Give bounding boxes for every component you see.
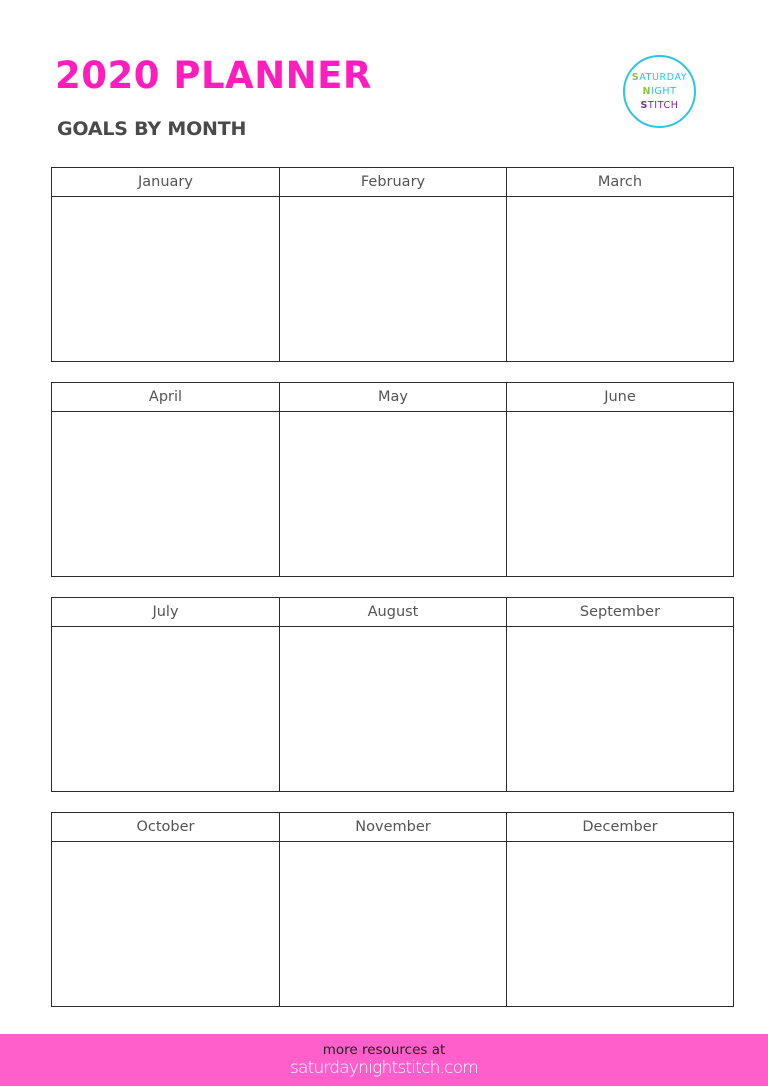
- goal-box-january[interactable]: [52, 197, 279, 361]
- logo-word-saturday: [632, 71, 687, 85]
- goal-box-july[interactable]: [52, 627, 279, 791]
- month-header-november: November: [279, 813, 506, 842]
- logo-letters: IGHT: [651, 85, 677, 97]
- footer-website-link[interactable]: saturdaynightstitch.com: [289, 1058, 479, 1078]
- page-title: 2020 PLANNER: [55, 54, 372, 97]
- month-header-december: December: [506, 813, 733, 842]
- logo-word-stitch: [640, 99, 678, 113]
- goal-box-june[interactable]: [506, 412, 733, 576]
- month-header-august: August: [279, 598, 506, 627]
- month-header-september: September: [506, 598, 733, 627]
- month-header-january: January: [52, 168, 279, 197]
- footer-banner: [0, 1034, 768, 1086]
- quarter-grid-q4: [51, 812, 734, 1007]
- goal-box-april[interactable]: [52, 412, 279, 576]
- month-header-may: May: [279, 383, 506, 412]
- goal-box-march[interactable]: [506, 197, 733, 361]
- month-header-march: March: [506, 168, 733, 197]
- quarter-grid-q3: [51, 597, 734, 792]
- logo-letter: S: [631, 71, 640, 83]
- brand-logo: [623, 55, 696, 128]
- goal-box-september[interactable]: [506, 627, 733, 791]
- logo-word-night: [642, 85, 676, 99]
- goal-box-august[interactable]: [279, 627, 506, 791]
- month-header-july: July: [52, 598, 279, 627]
- logo-letters: ATURDAY: [639, 71, 688, 83]
- quarter-grid-q1: [51, 167, 734, 362]
- logo-letters: TITCH: [647, 99, 679, 111]
- goal-box-october[interactable]: [52, 842, 279, 1006]
- footer-caption: more resources at: [322, 1042, 446, 1058]
- month-header-february: February: [279, 168, 506, 197]
- goal-box-december[interactable]: [506, 842, 733, 1006]
- month-header-october: October: [52, 813, 279, 842]
- logo-letter: S: [640, 99, 648, 111]
- month-header-june: June: [506, 383, 733, 412]
- goal-box-november[interactable]: [279, 842, 506, 1006]
- month-header-april: April: [52, 383, 279, 412]
- quarter-grid-q2: [51, 382, 734, 577]
- goal-box-february[interactable]: [279, 197, 506, 361]
- page-subtitle: GOALS BY MONTH: [57, 118, 247, 140]
- logo-letter: N: [642, 85, 652, 97]
- goal-box-may[interactable]: [279, 412, 506, 576]
